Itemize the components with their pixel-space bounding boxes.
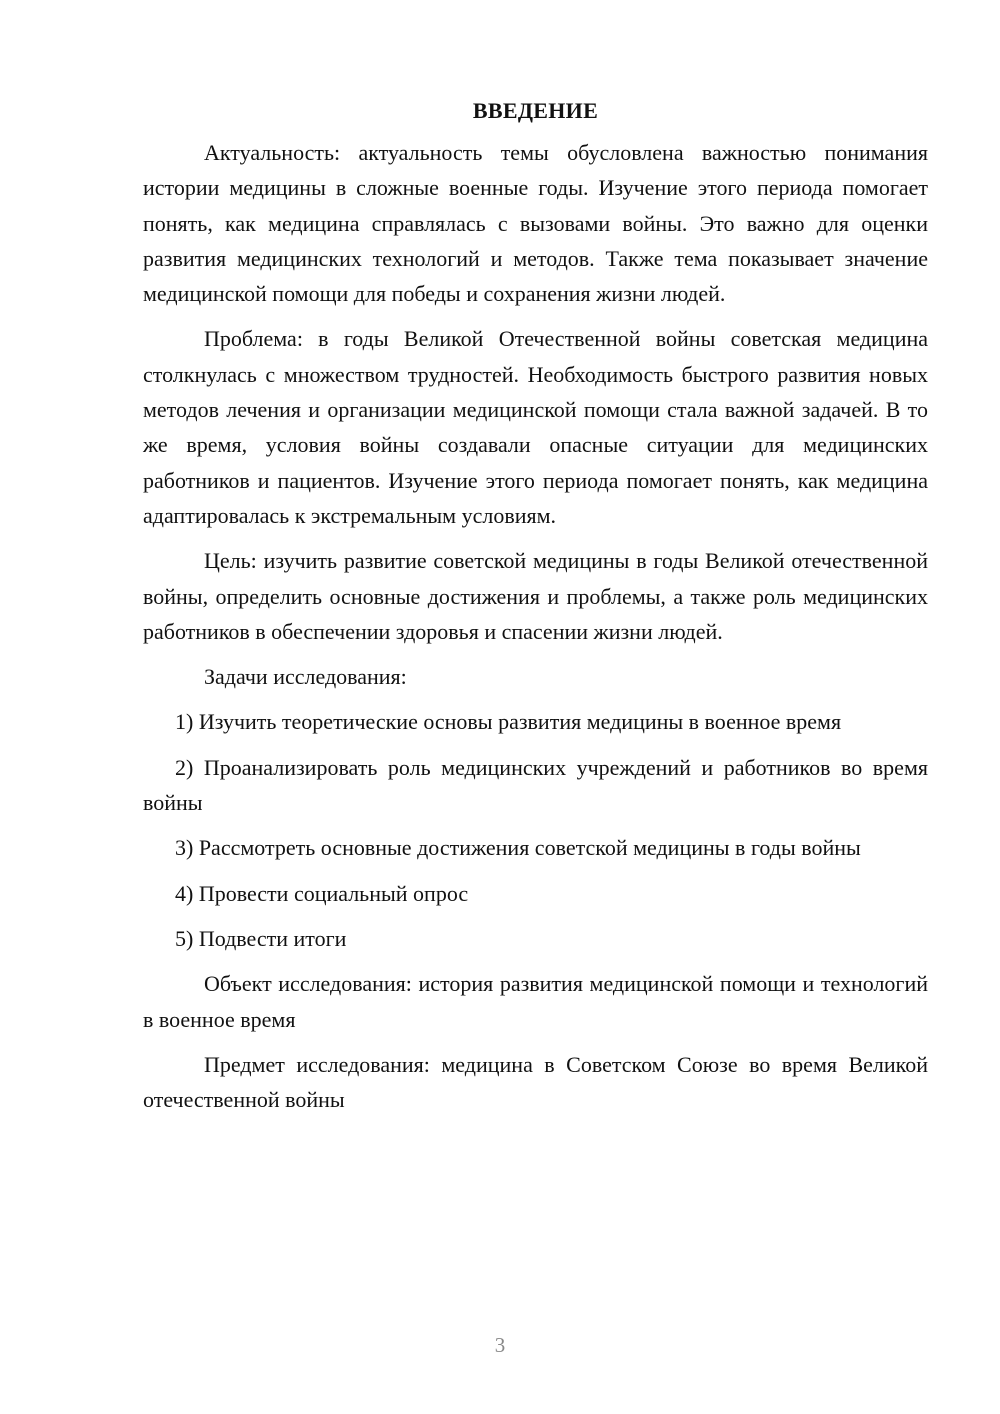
page-content (143, 93, 928, 1127)
paragraph-problem: Проблема: в годы Великой Отечественной войны советская медицина столкнулась с множеством трудностей. Необходимость быстрого развития новых методов лечения и организации медицинской помощи стала важной задачей. В то же время, условия войны создавали опасные ситуации для медицинских работников и пациентов. Изучение этого периода помогает понять, как медицина адаптировалась к экстремальным условиям. (143, 326, 928, 528)
task-item: 3) Рассмотреть основные достижения советской медицины в годы войны (175, 835, 861, 861)
paragraph-relevance: Актуальность: актуальность темы обусловлена важностью понимания истории медицины в сложные военные годы. Изучение этого периода помогает понять, как медицина справлялась с вызовами войны. Это важно для оценки развития медицинских технологий и методов. Также тема показывает значение медицинской помощи для победы и сохранения жизни людей. (143, 140, 928, 307)
task-item: 4) Провести социальный опрос (175, 880, 469, 906)
paragraph-object: Объект исследования: история развития медицинской помощи и технологий в военное время (143, 971, 928, 1032)
task-item: 5) Подвести итоги (175, 925, 347, 951)
tasks-heading: Задачи исследования: (204, 664, 407, 690)
task-item: 2) Проанализировать роль медицинских учреждений и работников во время войны (143, 754, 928, 816)
paragraph-goal: Цель: изучить развитие советской медицины в годы Великой отечественной войны, определить основные достижения и проблемы, а также роль медицинских работников в обеспечении здоровья и спасении жизни людей. (143, 548, 928, 644)
section-title: ВВЕДЕНИЕ (472, 98, 599, 123)
paragraph-subject: Предмет исследования: медицина в Советском Союзе во время Великой отечественной войны (143, 1051, 928, 1113)
page-number: 3 (494, 1333, 506, 1357)
task-item: 1) Изучить теоретические основы развития медицины в военное время (175, 709, 842, 735)
